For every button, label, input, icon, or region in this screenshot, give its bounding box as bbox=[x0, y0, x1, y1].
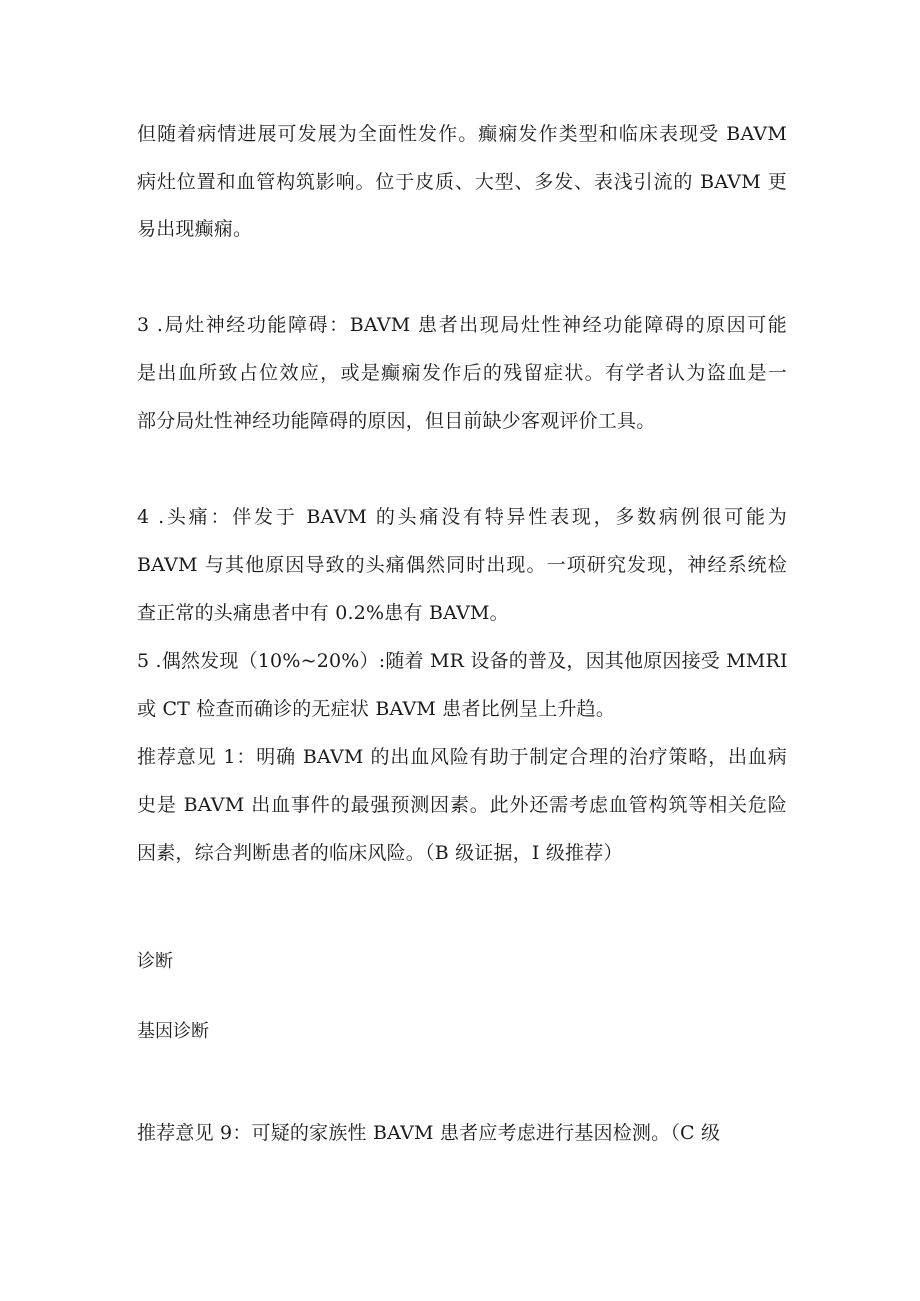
text-line: BAVM 与其他原因导致的头痛偶然同时出现。一项研究发现，神经系统检 bbox=[137, 554, 787, 576]
text-line: 史是 BAVM 出血事件的最强预测因素。此外还需考虑血管构筑等相关危险 bbox=[137, 794, 787, 816]
text-line: 但随着病情进展可发展为全面性发作。癫痫发作类型和临床表现受 BAVM bbox=[137, 123, 787, 145]
text-line: 3 .局灶神经功能障碍：BAVM 患者出现局灶性神经功能障碍的原因可能 bbox=[137, 314, 787, 336]
text-line: 推荐意见 1：明确 BAVM 的出血风险有助于制定合理的治疗策略，出血病 bbox=[137, 746, 787, 768]
section-heading-genetic-diagnosis: 基因诊断 bbox=[137, 1021, 209, 1042]
text-line: 因素，综合判断患者的临床风险。（B 级证据，I 级推荐） bbox=[137, 842, 623, 864]
section-heading-diagnosis: 诊断 bbox=[137, 951, 173, 972]
text-line: 是出血所致占位效应，或是癫痫发作后的残留症状。有学者认为盗血是一 bbox=[137, 362, 787, 384]
text-line: 部分局灶性神经功能障碍的原因，但目前缺少客观评价工具。 bbox=[137, 410, 656, 432]
text-line: 4 .头痛：伴发于 BAVM 的头痛没有特异性表现，多数病例很可能为 bbox=[137, 506, 787, 528]
text-line: 5 .偶然发现（10%~20%）:随着 MR 设备的普及，因其他原因接受 MMRI bbox=[137, 650, 788, 672]
text-line: 病灶位置和血管构筑影响。位于皮质、大型、多发、表浅引流的 BAVM 更 bbox=[137, 171, 787, 193]
text-line: 查正常的头痛患者中有 0.2%患有 BAVM。 bbox=[137, 602, 509, 624]
text-line: 推荐意见 9：可疑的家族性 BAVM 患者应考虑进行基因检测。（C 级 bbox=[137, 1122, 721, 1144]
text-line: 易出现癫痫。 bbox=[137, 218, 253, 240]
text-line: 或 CT 检查而确诊的无症状 BAVM 患者比例呈上升趋。 bbox=[137, 698, 616, 720]
